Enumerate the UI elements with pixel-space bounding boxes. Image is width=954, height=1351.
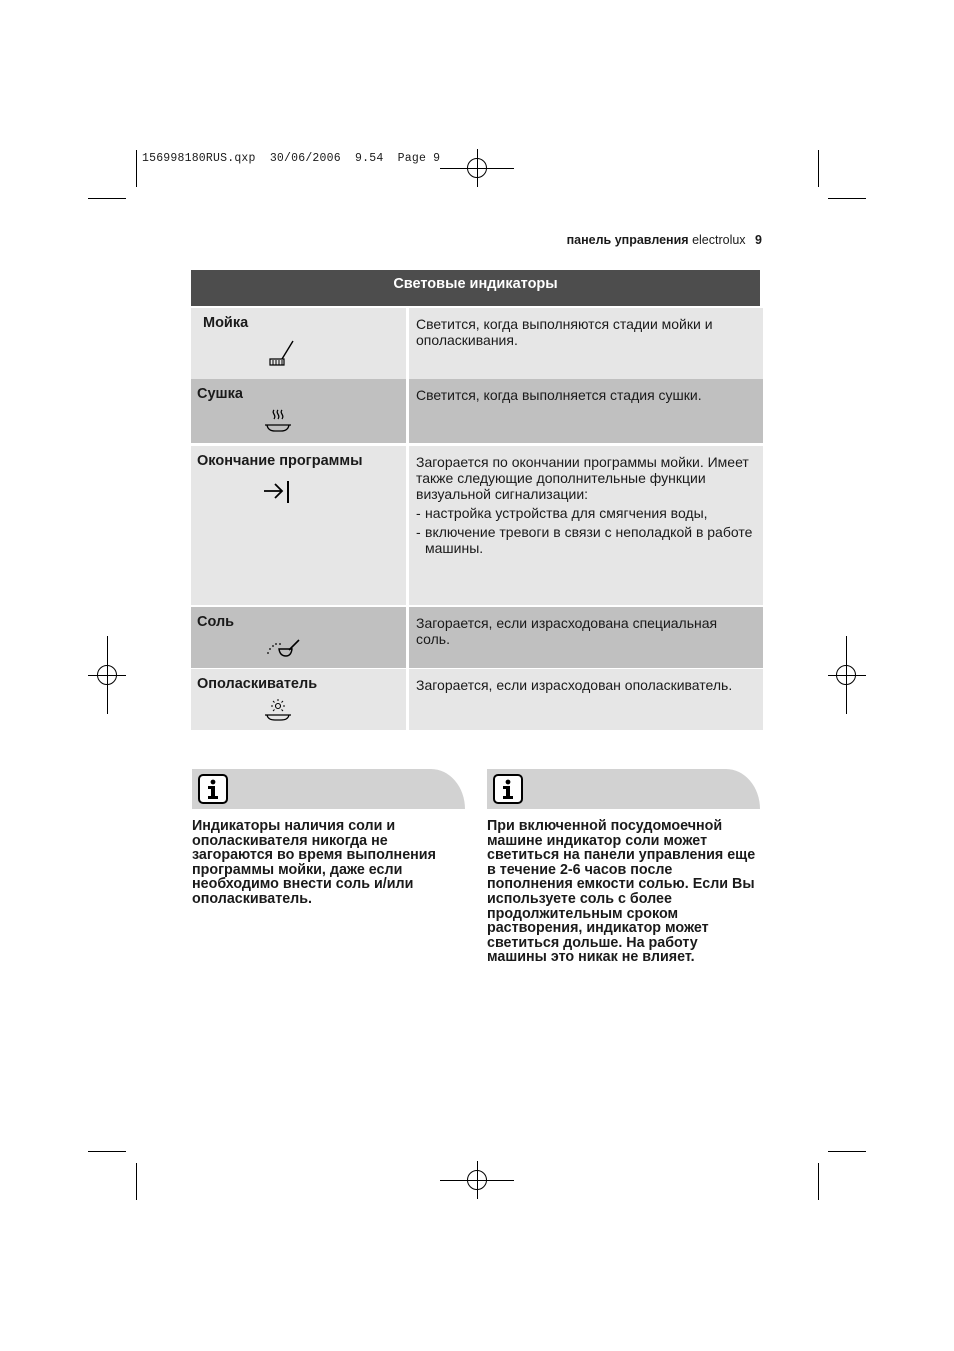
info-icon	[198, 774, 228, 804]
row-label: Мойка	[203, 315, 249, 331]
info-bar	[192, 769, 465, 809]
table-row	[191, 308, 763, 379]
row-description: Светится, когда выполняются стадии мойки и ополаскивания.	[416, 316, 713, 348]
info-note-text: Индикаторы наличия соли и ополаскивателя никогда не загораются во время выполнения программы мойки, даже если необходимо внести соль и/или ополаскиватель.	[192, 818, 436, 907]
page-number: 9	[755, 233, 762, 247]
registration-mark	[836, 665, 856, 685]
row-label: Сушка	[197, 386, 243, 402]
info-bar	[487, 769, 760, 809]
list-item: - настройка устройства для смягчения воды,	[416, 505, 708, 521]
row-description-cell	[409, 669, 763, 730]
table-row	[191, 607, 763, 668]
registration-mark	[467, 158, 487, 178]
row-label: Соль	[197, 614, 235, 630]
crop-mark	[88, 198, 126, 199]
list-item: - включение тревоги в связи с неполадкой в работе машины.	[416, 524, 753, 556]
crop-mark	[828, 198, 866, 199]
row-label: Ополаскиватель	[197, 676, 318, 692]
row-label-cell	[191, 607, 406, 668]
row-label-cell	[191, 379, 406, 443]
table-row	[191, 669, 763, 730]
crop-mark	[136, 1163, 137, 1200]
registration-mark	[97, 665, 117, 685]
row-description: Загорается, если израсходован ополаскиватель.	[416, 677, 733, 693]
row-description-cell	[409, 446, 763, 605]
rinse-aid-icon	[263, 698, 293, 722]
crop-mark	[818, 150, 819, 187]
info-note-text: При включенной посудомоечной машине индикатор соли может светиться на панели управления еще в течение 2-6 часов после пополнения емкости солью. Если Вы используете соль с более продолжительным сроком растворения, индикатор может светиться дольше. На работу машины это никак не влияет.	[487, 818, 756, 966]
table-row	[191, 379, 763, 443]
bullet-text: настройка устройства для смягчения воды,	[425, 505, 708, 521]
row-description-cell	[409, 607, 763, 668]
salt-indicator-icon	[265, 637, 301, 659]
print-slug: 156998180RUS.qxp 30/06/2006 9.54 Page 9	[142, 152, 441, 165]
row-label-cell	[191, 669, 406, 730]
info-icon	[493, 774, 523, 804]
bullet-text: включение тревоги в связи с неполадкой в работе машины.	[425, 524, 753, 556]
row-description-cell	[409, 379, 763, 443]
crop-mark	[828, 1151, 866, 1152]
row-description: Светится, когда выполняется стадия сушки.	[416, 387, 702, 403]
row-description-cell	[409, 308, 763, 379]
info-glyph	[495, 776, 521, 802]
running-header	[567, 233, 762, 247]
info-glyph	[200, 776, 226, 802]
drying-steam-icon	[263, 407, 293, 433]
crop-mark	[136, 150, 137, 187]
header-section: панель управления	[566, 233, 689, 247]
header-brand: electrolux	[692, 233, 746, 247]
crop-mark	[818, 1163, 819, 1200]
table-title: Световые индикаторы	[191, 270, 760, 306]
crop-mark	[88, 1151, 126, 1152]
row-label: Окончание программы	[197, 453, 363, 469]
row-label-cell	[191, 308, 406, 379]
end-arrow-icon	[263, 480, 291, 504]
row-label-cell	[191, 446, 406, 605]
registration-mark	[467, 1170, 487, 1190]
wash-brush-icon	[269, 338, 295, 368]
row-description: Загорается по окончании программы мойки. Имеет также следующие дополнительные функции визуальной сигнализации:	[416, 454, 749, 502]
row-description-block	[416, 454, 753, 556]
table-row	[191, 446, 763, 605]
row-description: Загорается, если израсходована специальная соль.	[416, 615, 718, 647]
